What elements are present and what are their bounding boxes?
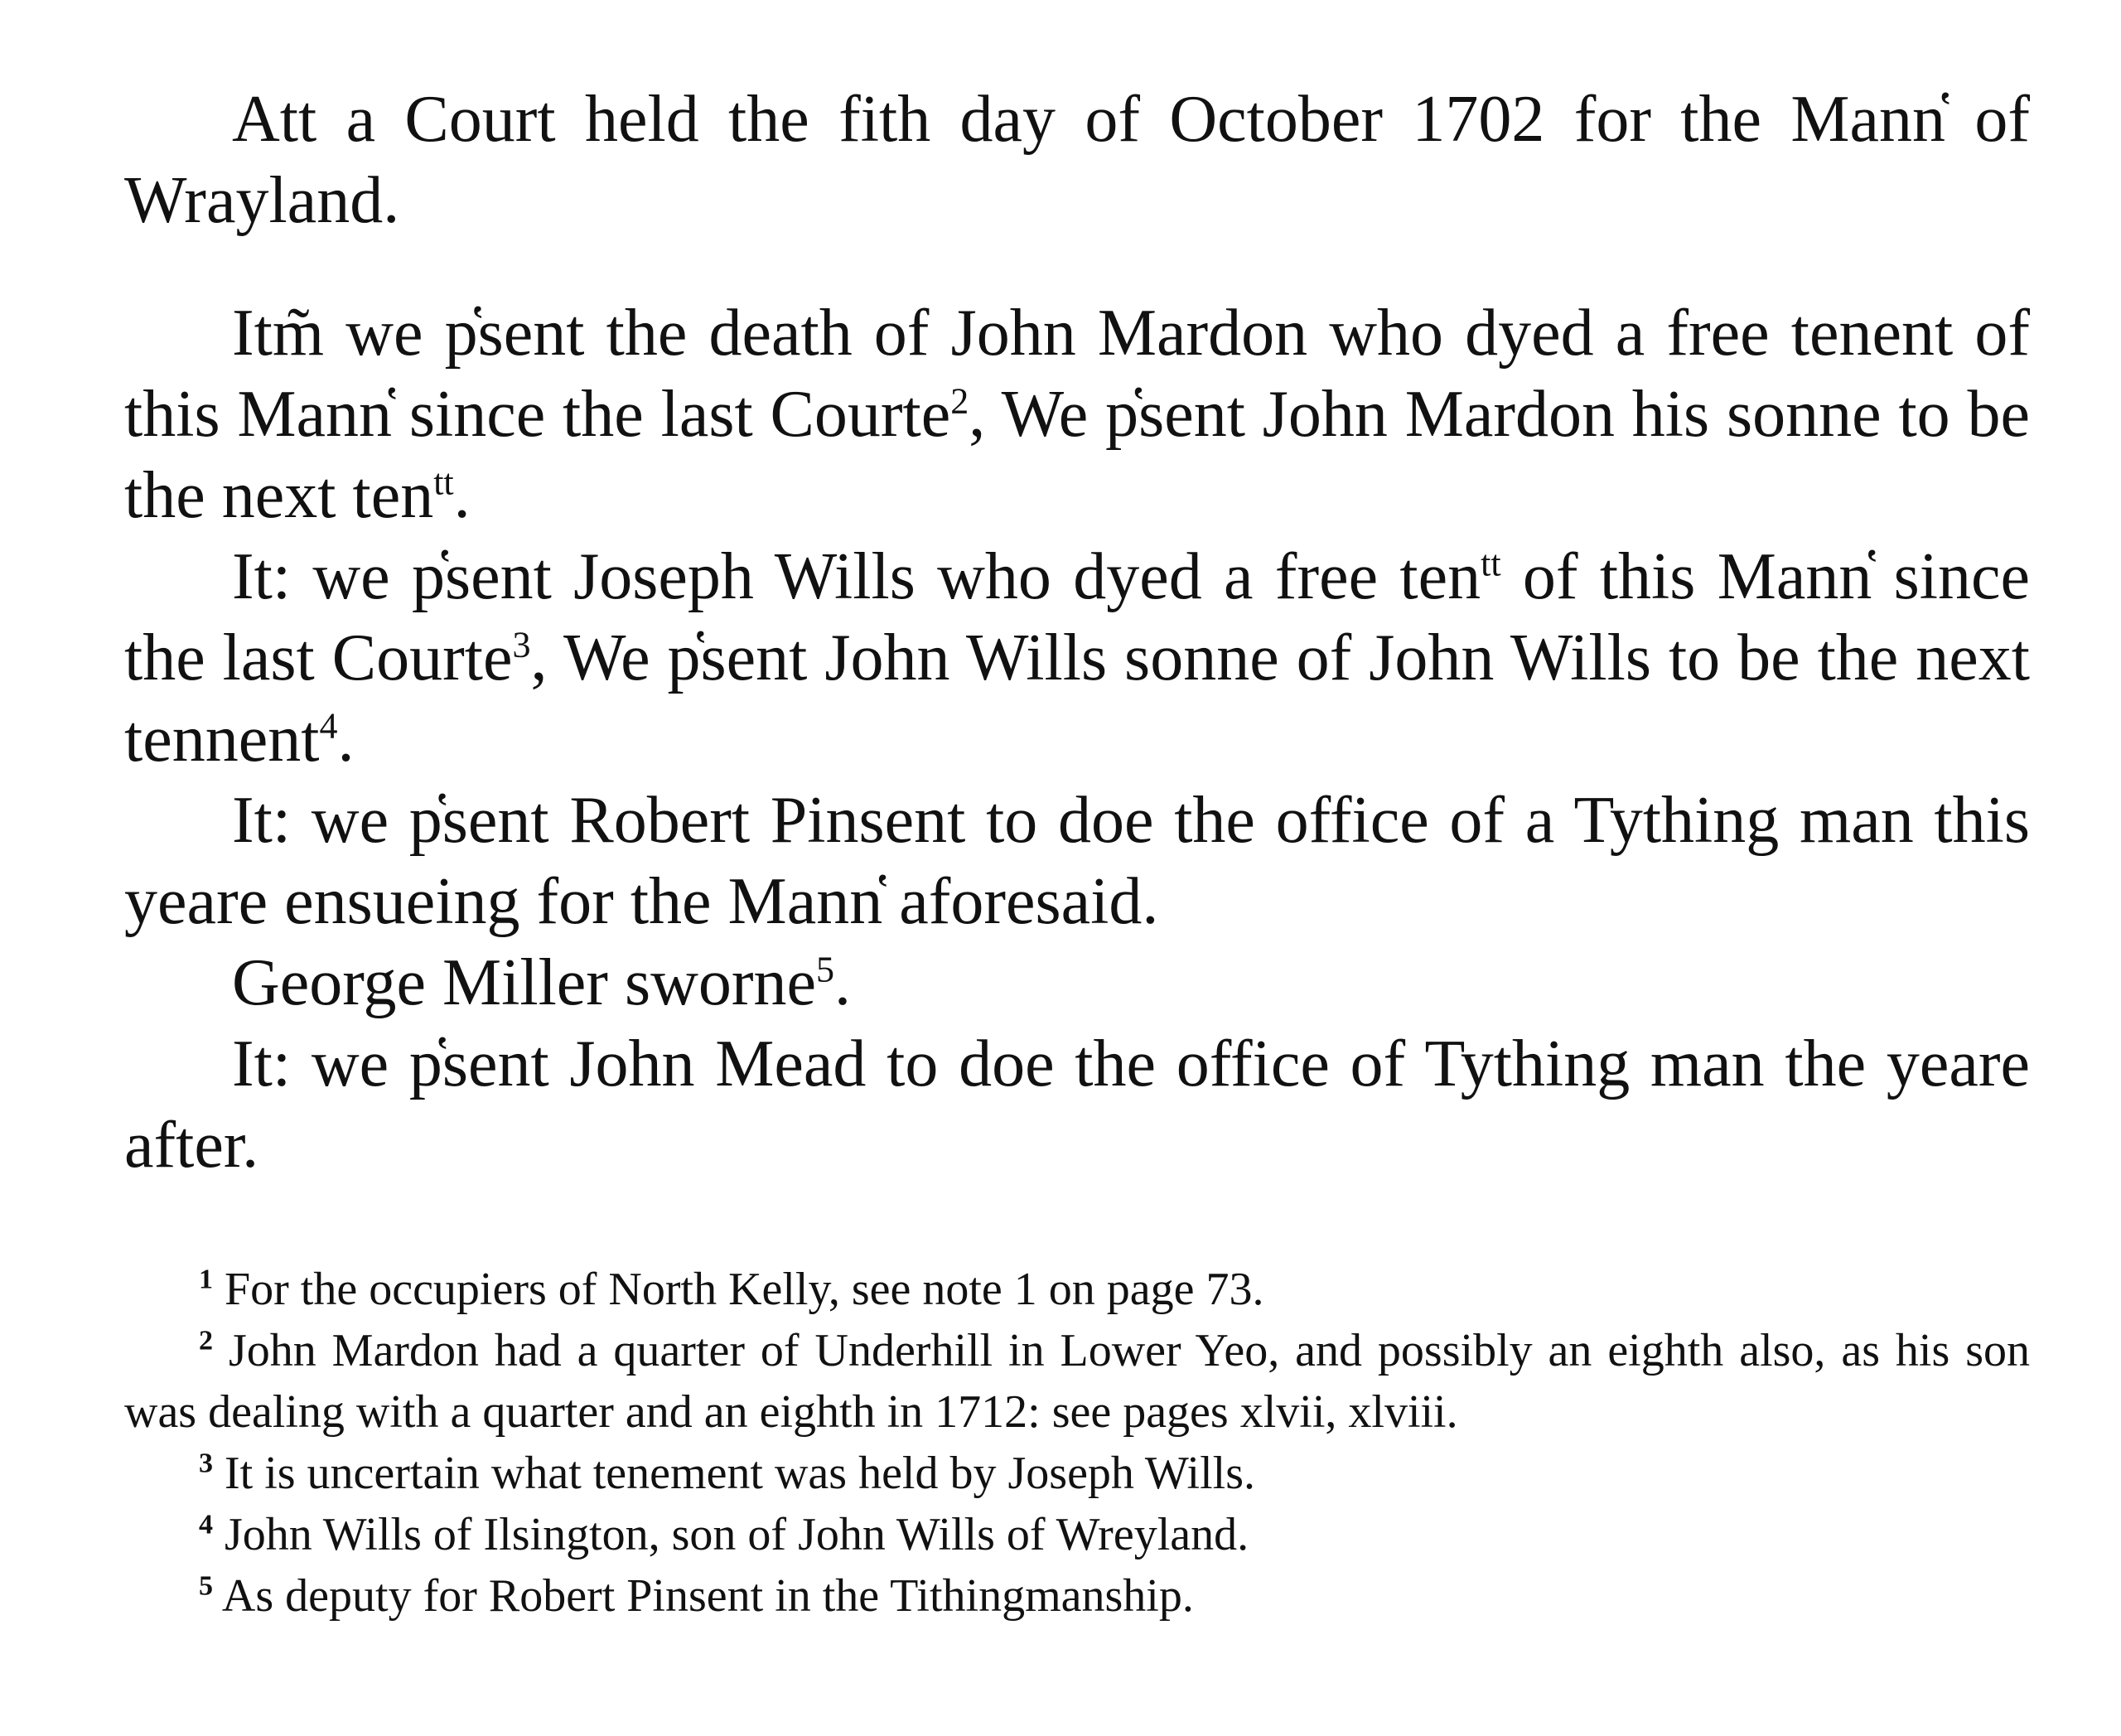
footnote-5 xyxy=(124,1565,2030,1627)
entry-end: . xyxy=(453,459,471,532)
note-ref-5: 5 xyxy=(816,949,834,990)
entry-end: . xyxy=(337,703,355,776)
abbrev-superscript: tt xyxy=(1481,543,1501,584)
footnote-3 xyxy=(124,1443,2030,1504)
footnote-2 xyxy=(124,1320,2030,1443)
footnote-1 xyxy=(124,1259,2030,1320)
footnotes xyxy=(124,1259,2030,1627)
footnote-number: 5 xyxy=(199,1570,213,1602)
footnote-number: 3 xyxy=(199,1448,213,1479)
entry-miller-sworne xyxy=(124,942,2030,1023)
entry-wills-death xyxy=(124,536,2030,780)
footnote-text: As deputy for Robert Pinsent in the Tithingmanship. xyxy=(221,1570,1194,1622)
footnote-text: It is uncertain what tenement was held by Joseph Wills. xyxy=(225,1448,1256,1499)
entry-text: It: we p̔sent Joseph Wills who dyed a free ten xyxy=(232,540,1481,613)
footnote-number: 4 xyxy=(199,1509,213,1540)
abbrev-superscript: tt xyxy=(433,462,454,503)
footnote-text: John Wills of Ilsington, son of John Wills of Wreyland. xyxy=(225,1509,1249,1560)
entry-text: , We p̔sent John Mardon his sonne to be the next ten xyxy=(124,378,2030,532)
footnote-number: 1 xyxy=(199,1264,213,1295)
document-page xyxy=(124,79,2030,1627)
entry-text: It: we p̔sent Robert Pinsent to doe the office of a Tything man this yeare ensueing for the Mann̔ aforesaid. xyxy=(124,784,2030,938)
entry-pinsent-tything xyxy=(124,780,2030,942)
footnote-number: 2 xyxy=(199,1325,213,1356)
note-ref-2: 2 xyxy=(950,380,969,422)
entry-text: George Miller sworne xyxy=(232,946,816,1019)
court-heading: Att a Court held the fith day of October 1702 for the Mann̔ of Wrayland. xyxy=(124,83,2030,237)
entry-text: of this Mann̔ since the last Courte xyxy=(124,540,2030,694)
note-ref-4: 4 xyxy=(319,705,338,747)
footnote-text: John Mardon had a quarter of Underhill in Lower Yeo, and possibly an eighth also, as his son was dealing with a quarter and an eighth in 1712: see pages xlvii, xlviii. xyxy=(124,1325,2031,1438)
entry-end: . xyxy=(834,946,851,1019)
entry-text: It: we p̔sent John Mead to doe the office of Tything man the yeare after. xyxy=(124,1028,2030,1182)
footnote-text: For the occupiers of North Kelly, see note 1 on page 73. xyxy=(225,1264,1264,1315)
entry-mead-tything xyxy=(124,1023,2030,1186)
note-ref-3: 3 xyxy=(512,624,531,665)
entry-text: , We p̔sent John Wills sonne of John Wills to be the next tennent xyxy=(124,621,2031,776)
entry-mardon-death xyxy=(124,293,2030,536)
footnote-4 xyxy=(124,1504,2030,1565)
entry-text: Itm̃ we p̔sent the death of John Mardon who dyed a free tenent of this Mann̔ since the last Courte xyxy=(124,297,2030,451)
